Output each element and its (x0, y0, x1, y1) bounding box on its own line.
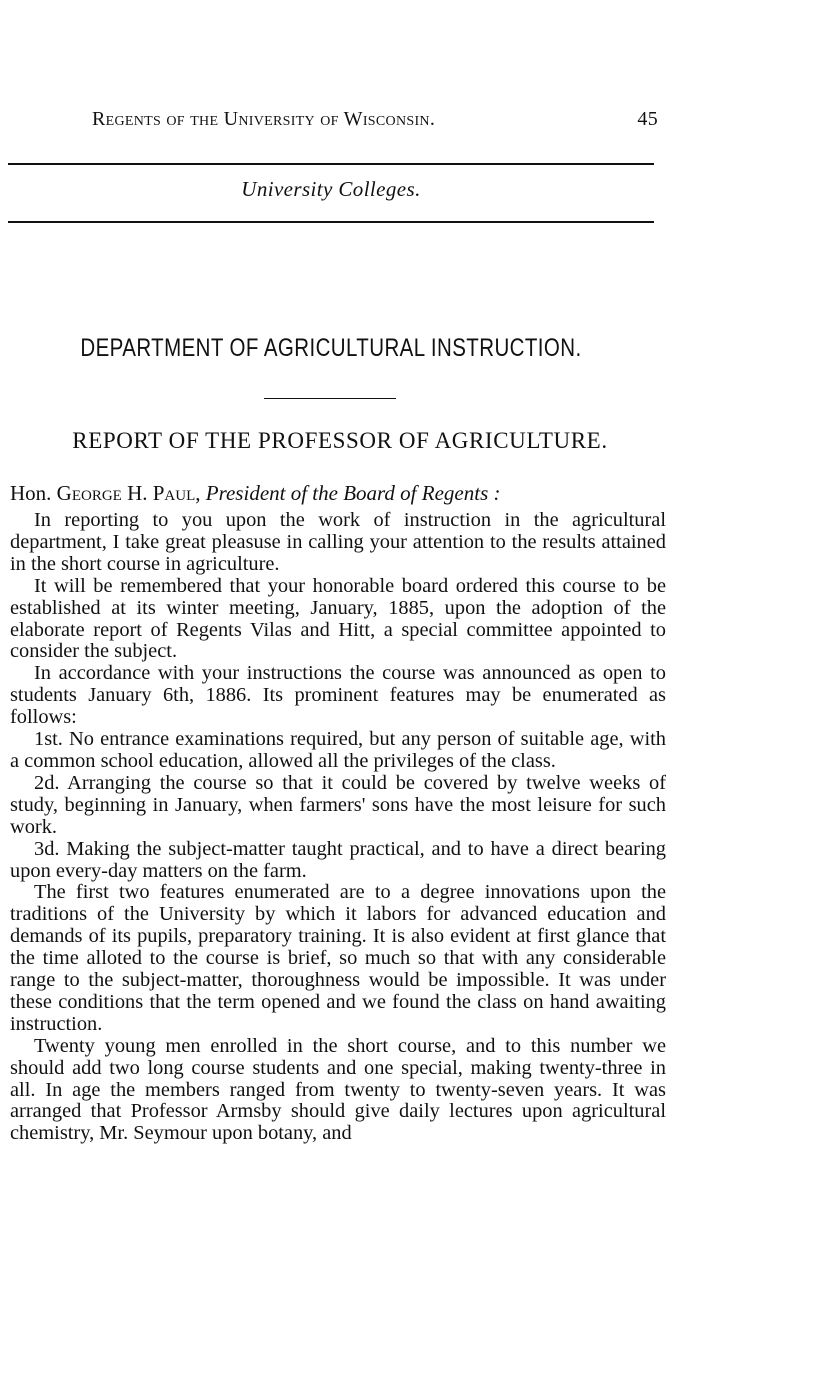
addressee-name: George H. Paul, (56, 481, 201, 505)
paragraph: 2d. Arranging the course so that it could be covered by twelve weeks of study, beginning in January, when farmers' sons have the most leisure for such work. (10, 771, 666, 838)
report-title: REPORT OF THE PROFESSOR OF AGRICULTURE. (72, 428, 608, 453)
salutation (10, 481, 670, 506)
paragraph: 1st. No entrance examinations required, but any person of suitable age, with a common school education, allowed all the privileges of the class. (10, 728, 666, 772)
title-divider (264, 398, 396, 399)
running-title: Regents of the University of Wisconsin. (92, 108, 436, 130)
running-header (92, 108, 658, 131)
header-rule-bottom (8, 221, 654, 223)
paragraph: Twenty young men enrolled in the short course, and to this number we should add two long course students and one special, making twenty-three in all. In age the members ranged from twenty to twenty-seven years. It was arranged that Professor Armsby should give daily lectures upon agricultural chemistry, Mr. Seymour upon botany, and (10, 1034, 666, 1145)
report-body (10, 510, 666, 1145)
section-heading: University Colleges. (241, 177, 421, 201)
paragraph: The first two features enumerated are to a degree innovations upon the traditions of the University by which it labors for advanced education and demands of its pupils, preparatory training. It is also evident at first glance that the time alloted to the course is brief, so much so that with any considerable range to the subject-matter, thoroughness would be impossible. It was under these conditions that the term opened and we found the class on hand awaiting instruction. (10, 881, 666, 1035)
page-number: 45 (637, 108, 658, 130)
paragraph: In reporting to you upon the work of instruction in the agricultural department, I take great pleasuse in calling your attention to the results attained in the short course in agriculture. (10, 509, 666, 575)
paragraph: In accordance with your instructions the course was announced as open to students January 6th, 1886. Its prominent features may be enumerated as follows: (10, 662, 666, 729)
paragraph: 3d. Making the subject-matter taught practical, and to have a direct bearing upon every-day matters on the farm. (10, 837, 666, 882)
salutation-prefix: Hon. (10, 481, 57, 505)
paragraph: It will be remembered that your honorable board ordered this course to be established at its winter meeting, January, 1885, upon the adoption of the elaborate report of Regents Vilas and Hitt, a special committee appointed to consider the subject. (10, 574, 666, 663)
department-title: DEPARTMENT OF AGRICULTURAL INSTRUCTION. (80, 334, 582, 362)
addressee-role: President of the Board of Regents : (200, 481, 501, 505)
header-rule-top (8, 163, 654, 165)
